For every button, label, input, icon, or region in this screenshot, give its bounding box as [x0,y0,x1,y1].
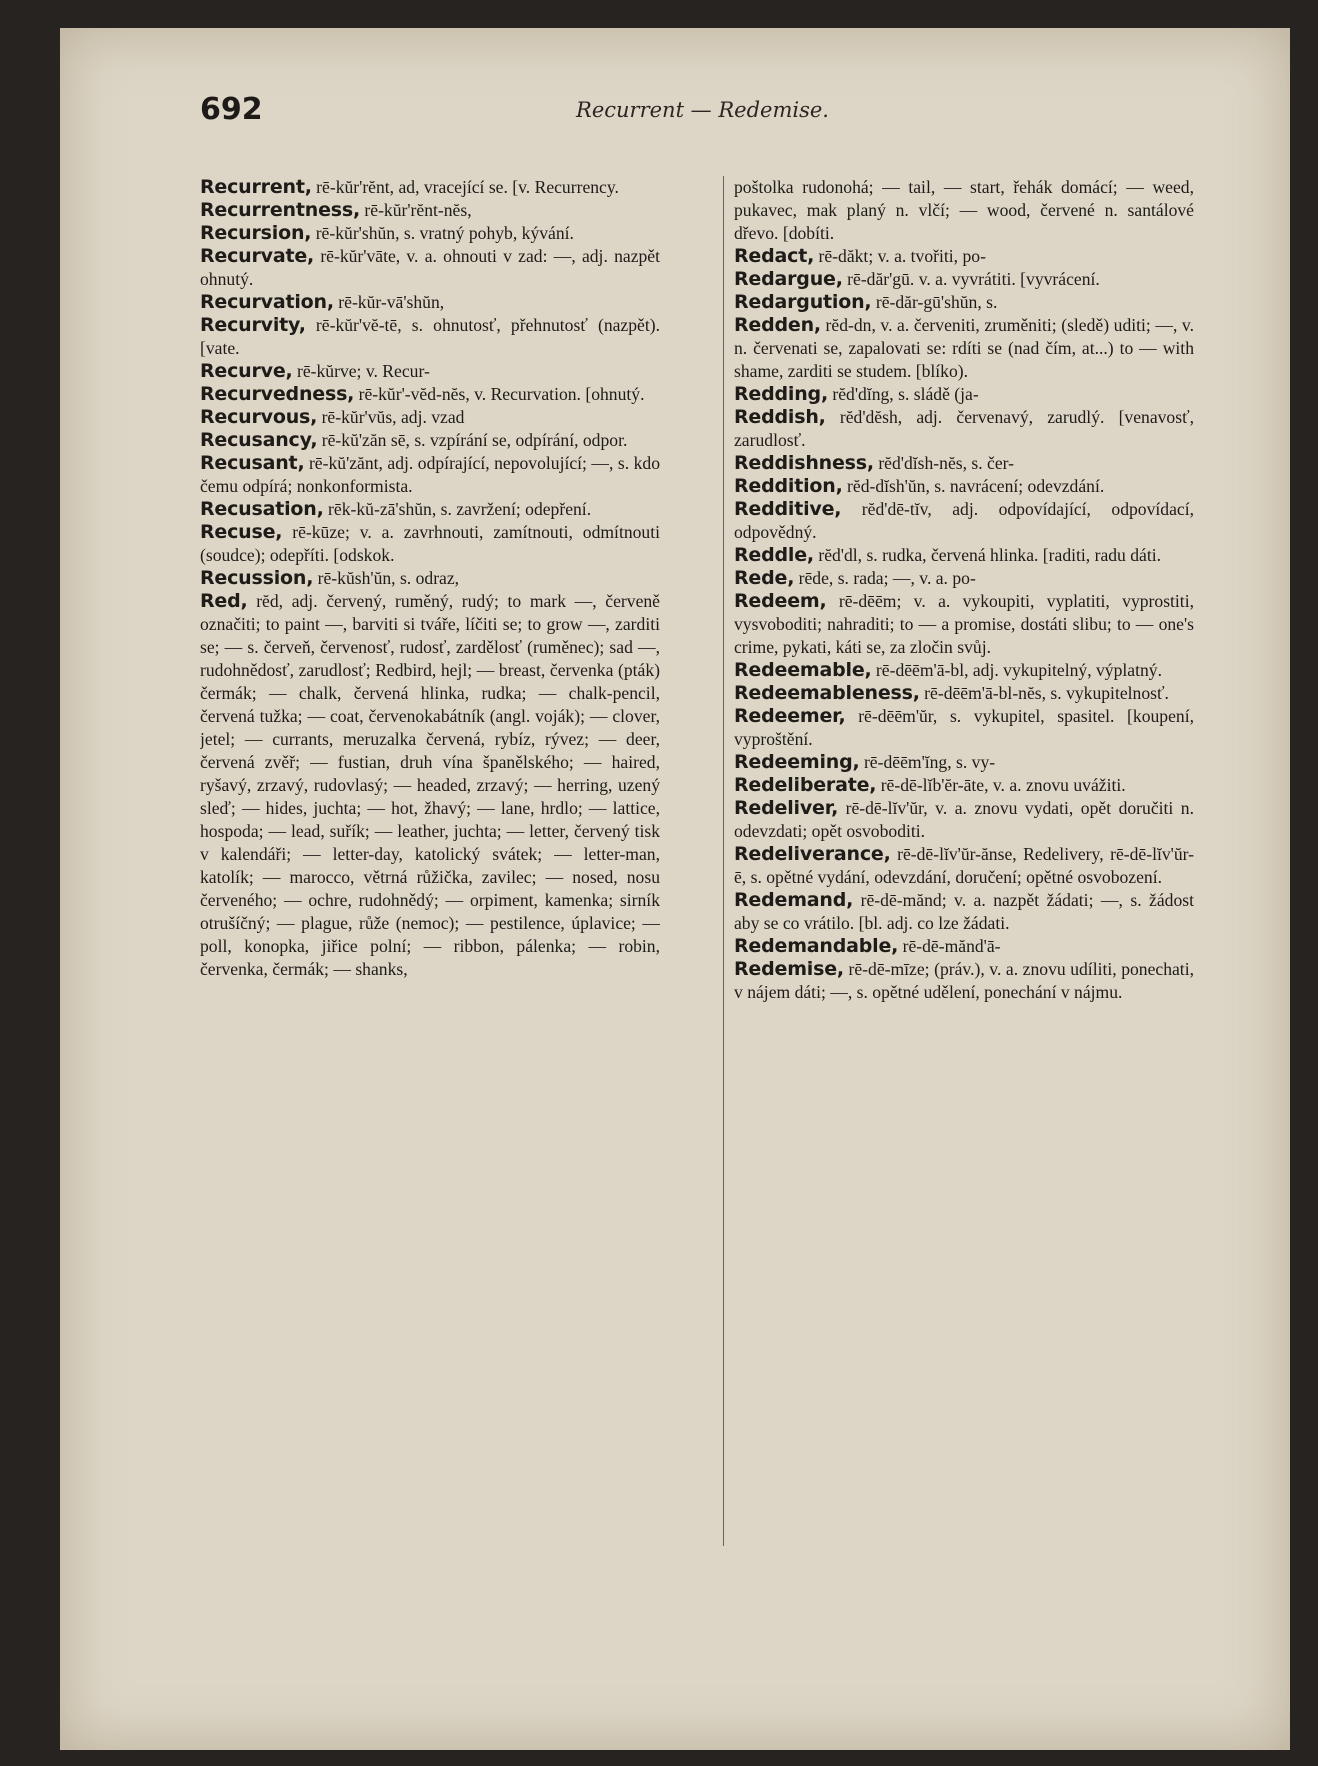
dictionary-entry [734,245,1194,268]
entry-definition: rē-dēēm'ā-bl, adj. vykupitelný, výplatný. [871,660,1162,680]
column-divider [723,176,724,1546]
entry-definition: rē-kŭ'zănt, adj. odpírající, nepovolující; —, s. kdo čemu odpírá; nonkonformista. [200,453,660,496]
entry-headword: Recurvation, [200,291,334,313]
dictionary-entry [734,567,1194,590]
entry-headword: Redact, [734,245,815,267]
entry-definition: rē-kŭr'vĕ-tē, s. ohnutosť, přehnutosť (nazpět). [vate. [200,315,660,358]
entry-definition: rē-dăr'gū. v. a. vyvrátiti. [vyvrácení. [842,269,1100,289]
entry-definition: rē-dē-mănd; v. a. nazpět žádati; —, s. žádost aby se co vrátilo. [bl. adj. co lze žádati. [734,890,1194,933]
entry-headword: Redemandable, [734,935,899,957]
entry-headword: Recursion, [200,222,312,244]
dictionary-entry [734,498,1194,544]
entry-definition: rĕd-dĭsh'ŭn, s. navrácení; odevzdání. [842,476,1105,496]
left-column [200,176,660,1546]
dictionary-entry [734,889,1194,935]
dictionary-entry [734,383,1194,406]
dictionary-entry [734,544,1194,567]
entry-headword: Reddishness, [734,452,874,474]
entry-headword: Red, [200,590,248,612]
entry-headword: Reddition, [734,475,843,497]
dictionary-entry [734,774,1194,797]
entry-headword: Recusation, [200,498,324,520]
dictionary-entry [200,406,660,429]
entry-definition: rē-kŭr-vā'shŭn, [333,292,445,312]
dictionary-entry [200,360,660,383]
entry-headword: Recussion, [200,567,314,589]
dictionary-entry [200,383,660,406]
entry-headword: Redeliverance, [734,843,891,865]
entry-definition: rĕd-dn, v. a. červeniti, zruměniti; (sledě) uditi; —, v. n. červenati se, zapalovati se: rdíti se (nad čím, at...) to — with shame, zarditi se studem. [blíko). [734,315,1194,381]
entry-definition: rē-kŭsh'ŭn, s. odraz, [313,568,460,588]
running-title: Recurrent — Redemise. [576,98,829,122]
dictionary-entry [734,314,1194,383]
entry-headword: Redargue, [734,268,843,290]
entry-definition: rĕd'dĭsh-nĕs, s. čer- [873,453,1015,473]
dictionary-entry [734,705,1194,751]
entry-headword: Recurrentness, [200,199,360,221]
dictionary-entry [200,199,660,222]
entry-definition: rĕd'dĭng, s. sládě (ja- [827,384,979,404]
entry-headword: Redeliver, [734,797,839,819]
entry-definition: poštolka rudonohá; — tail, — start, řehák domácí; — weed, pukavec, mak planý n. vlčí; — wood, červené n. santálové dřevo. [dobíti. [734,177,1194,243]
entry-definition: rĕd'dĕsh, adj. červenavý, zarudlý. [venavosť, zarudlosť. [734,407,1194,450]
dictionary-entry [734,475,1194,498]
dictionary-entry [734,590,1194,659]
dictionary-entry [734,406,1194,452]
entry-definition: rē-kŭr'rĕnt, ad, vracející se. [v. Recurrency. [311,177,619,197]
entry-headword: Redeemableness, [734,682,920,704]
dictionary-entry [200,521,660,567]
entry-headword: Reddish, [734,406,826,428]
entry-definition: rē-dē-mănd'ā- [898,936,1001,956]
entry-definition: rē-dăkt; v. a. tvořiti, po- [814,246,986,266]
entry-definition: rē-kŭrve; v. Recur- [292,361,430,381]
dictionary-entry [200,222,660,245]
entry-headword: Recurvity, [200,314,306,336]
entry-definition: rē-dăr-gū'shŭn, s. [871,292,998,312]
entry-definition: rē-dē-lĭv'ŭr, v. a. znovu vydati, opět doručiti n. odevzdati; opět osvoboditi. [734,798,1194,841]
dictionary-entry [734,958,1194,1004]
dictionary-entry [734,268,1194,291]
entry-definition: rē-kŭr'rĕnt-nĕs, [360,200,472,220]
entry-definition: rē-kūze; v. a. zavrhnouti, zamítnouti, odmítnouti (soudce); odepříti. [odskok. [200,522,660,565]
dictionary-entry [734,682,1194,705]
entry-definition: rē-dēēm'ĭng, s. vy- [859,752,996,772]
entry-definition: rēde, s. rada; —, v. a. po- [794,568,976,588]
entry-headword: Recusancy, [200,429,318,451]
entry-definition: rē-kŭr'shŭn, s. vratný pohyb, kývání. [311,223,574,243]
entry-definition: rĕd, adj. červený, ruměný, rudý; to mark —, červeně označiti; to paint —, barviti si tváře, líčiti se; to grow —, zarditi se; — s. červeň, červenosť, rudosť, zardělosť (ruměnec); sad —, rudohnědosť, zarudlosť; Redbird, hejl; — breast, červenka (pták) čermák; — chalk, červená hlinka, rudka; — chalk-pencil, červená tužka; — coat, červenokabátník (angl. voják); — clover, jetel; — currants, meruzalka červená, rybíz, rývez; — deer, červená zvěř; — fustian, druh vína španělského; — haired, ryšavý, zrzavý, rudovlasý; — headed, zrzavý; — herring, uzený sleď; — hides, juchta; — hot, žhavý; — lane, hrdlo; — lattice, hospoda; — lead, suřík; — leather, juchta; — letter, červený tisk v kalendáři; — letter-day, katolický svátek; — letter-man, katolík; — marocco, větrná růžička, zavilec; — nosed, nosu červeného; — ochre, rudohnědý; — orpiment, kamenka; sirník otrušíčný; — plague, růže (nemoc); — pestilence, úplavice; — poll, konopka, jiřice polní; — ribbon, pálenka; — robin, červenka, čermák; — shanks, [200,591,660,979]
entry-headword: Redditive, [734,498,842,520]
entry-headword: Redemise, [734,958,844,980]
page-number: 692 [200,92,263,127]
entry-headword: Recurvous, [200,406,318,428]
entry-headword: Redeemer, [734,705,846,727]
entry-headword: Redeliberate, [734,774,877,796]
entry-headword: Recuse, [200,521,283,543]
entry-definition: rĕd'dē-tĭv, adj. odpovídající, odpovídací, odpovědný. [734,499,1194,542]
entry-definition: rē-dēēm; v. a. vykoupiti, vyplatiti, vyprostiti, vysvoboditi; nahraditi; to — a promise, dostáti slibu; to — one's crime, pykati, káti se, za zločin svůj. [734,591,1194,657]
dictionary-entry [200,176,660,199]
entry-headword: Reddle, [734,544,814,566]
entry-headword: Recurrent, [200,176,312,198]
entry-headword: Redeemable, [734,659,872,681]
dictionary-entry [734,843,1194,889]
dictionary-entry [734,452,1194,475]
dictionary-entry [200,429,660,452]
entry-headword: Recusant, [200,452,305,474]
dictionary-entry [734,935,1194,958]
dictionary-entry [200,291,660,314]
entry-definition: rē-dē-mīze; (práv.), v. a. znovu udíliti, ponechati, v nájem dáti; —, s. opětné udělení, ponechání v nájmu. [734,959,1194,1002]
entry-headword: Redding, [734,383,828,405]
entry-headword: Redeeming, [734,751,860,773]
entry-definition: rē-dēēm'ā-bl-nĕs, s. vykupitelnosť. [919,683,1169,703]
entry-headword: Recurvate, [200,245,315,267]
entry-definition: rĕd'dl, s. rudka, červená hlinka. [raditi, radu dáti. [813,545,1162,565]
dictionary-entry [734,659,1194,682]
dictionary-entry [734,176,1194,245]
entry-headword: Redden, [734,314,821,336]
entry-headword: Redeem, [734,590,827,612]
entry-definition: rē-kŭ'zăn sē, s. vzpírání se, odpírání, odpor. [317,430,628,450]
dictionary-entry [200,314,660,360]
dictionary-entry [734,751,1194,774]
entry-headword: Recurve, [200,360,293,382]
page-header [200,92,1205,142]
entry-definition: rē-dē-lĭb'ĕr-āte, v. a. znovu uvážiti. [876,775,1126,795]
entry-definition: rē-dē-lĭv'ŭr-ănse, Redelivery, rē-dē-lĭv'ŭr-ē, s. opětné vydání, odevzdání, doručení; opětné osvobození. [734,844,1194,887]
dictionary-entry [200,590,660,981]
right-column [734,176,1194,1546]
entry-definition: rē-dēēm'ŭr, s. vykupitel, spasitel. [koupení, vyproštění. [734,706,1194,749]
entry-definition: rēk-kŭ-zā'shŭn, s. zavržení; odepření. [323,499,592,519]
dictionary-entry [200,498,660,521]
dictionary-entry [200,245,660,291]
dictionary-entry [200,567,660,590]
dictionary-entry [200,452,660,498]
entry-definition: rē-kŭr'-vĕd-nĕs, v. Recurvation. [ohnutý. [354,384,645,404]
entry-headword: Redargution, [734,291,872,313]
entry-definition: rē-kŭr'vŭs, adj. vzad [317,407,465,427]
dictionary-entry [734,797,1194,843]
entry-definition: rē-kŭr'vāte, v. a. ohnouti v zad: —, adj. nazpět ohnutý. [200,246,660,289]
entry-headword: Recurvedness, [200,383,355,405]
dictionary-entry [734,291,1194,314]
entry-headword: Redemand, [734,889,854,911]
entry-headword: Rede, [734,567,795,589]
